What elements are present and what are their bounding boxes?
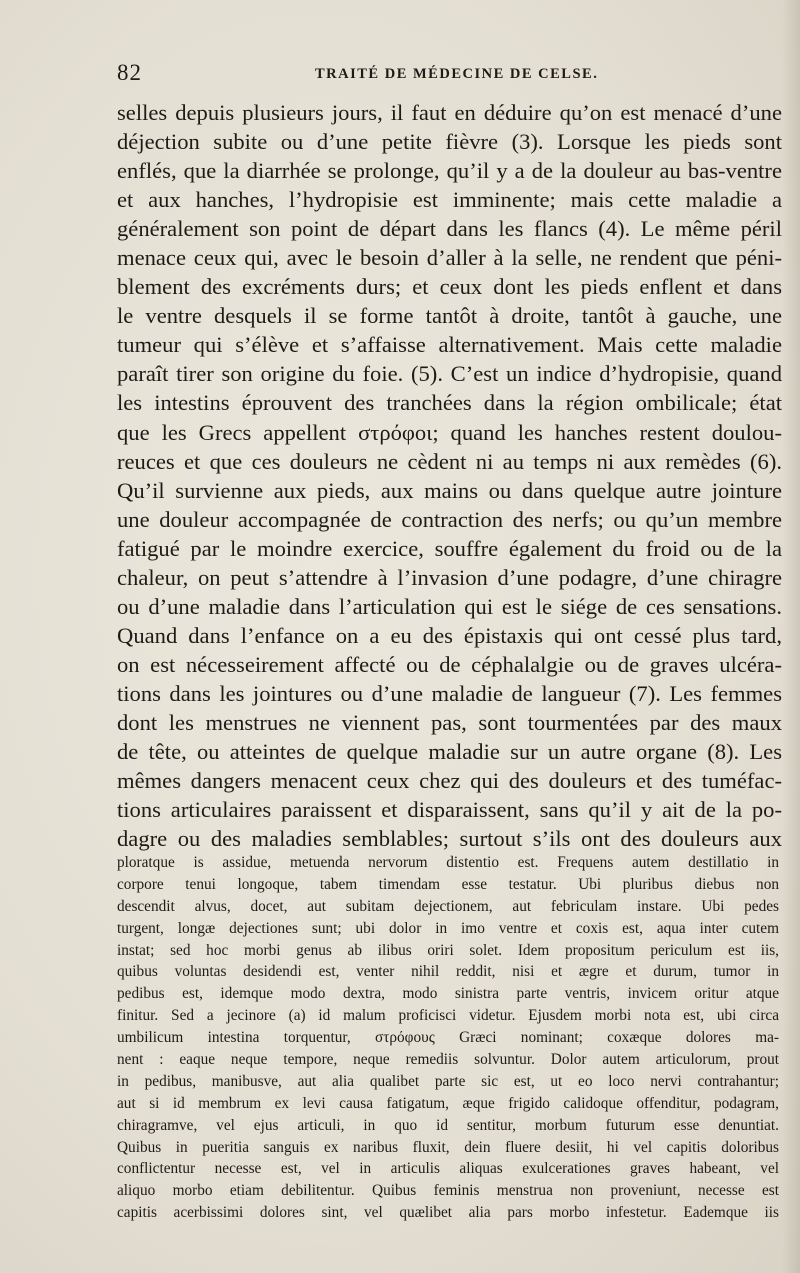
latin-footnote-text <box>117 852 779 1224</box>
body-line: menace ceux qui, avec le besoin d’aller à la selle, ne rendent que péni- <box>117 245 782 271</box>
body-line: de tête, ou atteintes de quelque maladie sur un autre organe (8). Les <box>117 739 782 765</box>
main-body-text <box>117 98 782 853</box>
footnote-line: Quibus in pueritia sanguis ex naribus fluxit, dein fluere desiit, hi vel capitis doloribus <box>117 1138 779 1156</box>
footnote-line: corpore tenui longoque, tabem timendam esse testatur. Ubi pluribus diebus non <box>117 875 779 893</box>
footnote-line: descendit alvus, docet, aut subitam dejectionem, aut febriculam instare. Ubi pedes <box>117 897 779 915</box>
running-title: TRAITÉ DE MÉDECINE DE CELSE. <box>315 66 599 82</box>
body-line: déjection subite ou d’une petite fièvre (3). Lorsque les pieds sont <box>117 129 782 155</box>
footnote-line: capitis acerbissimi dolores sint, vel quælibet alia pars morbo infestetur. Eademque iis <box>117 1204 779 1222</box>
body-line: mêmes dangers menacent ceux chez qui des douleurs et des tuméfac- <box>117 768 782 794</box>
page-number: 82 <box>117 60 142 85</box>
body-line: généralement son point de départ dans les flancs (4). Le même péril <box>117 216 782 242</box>
footnote-line: finitur. Sed a jecinore (a) id malum proficisci videtur. Ejusdem morbi nota est, ubi circa <box>117 1007 779 1025</box>
body-line: reuces et que ces douleurs ne cèdent ni au temps ni aux remèdes (6). <box>117 448 782 474</box>
footnote-line: aut si id membrum ex levi causa fatigatum, æque frigido calidoque offenditur, podagram, <box>117 1094 779 1112</box>
body-line: Quand dans l’enfance on a eu des épistaxis qui ont cessé plus tard, <box>117 622 782 648</box>
body-line: chaleur, on peut s’attendre à l’invasion d’une podagre, d’une chiragre <box>117 564 782 590</box>
body-line: blement des excréments durs; et ceux dont les pieds enflent et dans <box>117 274 782 300</box>
footnote-line: umbilicum intestina torquentur, στρόφους Græci nominant; coxæque dolores ma- <box>117 1029 779 1047</box>
footnote-line: chiragramve, vel ejus articuli, in quo id sentitur, morbum futurum esse denuntiat. <box>117 1116 779 1134</box>
footnote-line: ploratque is assidue, metuenda nervorum distentio est. Frequens autem destillatio in <box>117 854 779 871</box>
footnote-line: nent : eaque neque tempore, neque remediis solvuntur. Dolor autem articulorum, prout <box>117 1051 779 1069</box>
body-line: Qu’il survienne aux pieds, aux mains ou dans quelque autre jointure <box>117 477 782 503</box>
body-line: les intestins éprouvent des tranchées dans la région ombilicale; état <box>117 390 782 416</box>
body-line: dont les menstrues ne viennent pas, sont tourmentées par des maux <box>117 709 782 735</box>
body-line: tumeur qui s’élève et s’affaisse alternativement. Mais cette maladie <box>117 332 782 358</box>
footnote-line: turgent, longæ dejectiones sunt; ubi dolor in imo ventre et coxis est, aqua inter cutem <box>117 919 779 937</box>
body-line: fatigué par le moindre exercice, souffre également du froid ou de la <box>117 535 782 561</box>
body-line: et aux hanches, l’hydropisie est imminente; mais cette maladie a <box>117 187 782 213</box>
page-edge-shadow <box>782 0 800 1273</box>
footnote-line: conflictentur necesse est, vel in articulis aliquas exulcerationes graves habeant, vel <box>117 1160 779 1178</box>
body-line: on est nécesseirement affecté ou de céphalalgie ou de graves ulcéra- <box>117 651 782 677</box>
body-line: dagre ou des maladies semblables; surtout s’ils ont des douleurs aux <box>117 826 782 852</box>
footnote-line: in pedibus, manibusve, aut alia qualibet parte sic est, ut eo loco nervi contrahantur; <box>117 1072 779 1090</box>
body-line: ou d’une maladie dans l’articulation qui est le siége de ces sensations. <box>117 593 782 619</box>
footnote-line: instat; sed hoc morbi genus ab ilibus oriri solet. Idem propositum periculum est iis, <box>117 941 779 959</box>
footnote-line: aliquo morbo etiam debilitentur. Quibus feminis menstrua non proveniunt, necesse est <box>117 1182 779 1200</box>
body-line: une douleur accompagnée de contraction des nerfs; ou qu’un membre <box>117 506 782 532</box>
body-line: que les Grecs appellent στρόφοι; quand les hanches restent doulou- <box>117 419 782 445</box>
body-line: enflés, que la diarrhée se prolonge, qu’il y a de la douleur au bas-ventre <box>117 158 782 184</box>
footnote-line: quibus voluntas desidendi est, venter nihil reddit, nisi et ægre et durum, tumor in <box>117 963 779 981</box>
page-header <box>117 60 777 90</box>
footnote-line: pedibus est, idemque modo dextra, modo sinistra parte ventris, invicem oritur atque <box>117 985 779 1003</box>
body-line: le ventre desquels il se forme tantôt à droite, tantôt à gauche, une <box>117 303 782 329</box>
body-line: selles depuis plusieurs jours, il faut en déduire qu’on est menacé d’une <box>117 100 782 125</box>
body-line: tions articulaires paraissent et disparaissent, sans qu’il y ait de la po- <box>117 797 782 823</box>
body-line: paraît tirer son origine du foie. (5). C’est un indice d’hydropisie, quand <box>117 361 782 387</box>
body-line: tions dans les jointures ou d’une maladie de langueur (7). Les femmes <box>117 680 782 706</box>
